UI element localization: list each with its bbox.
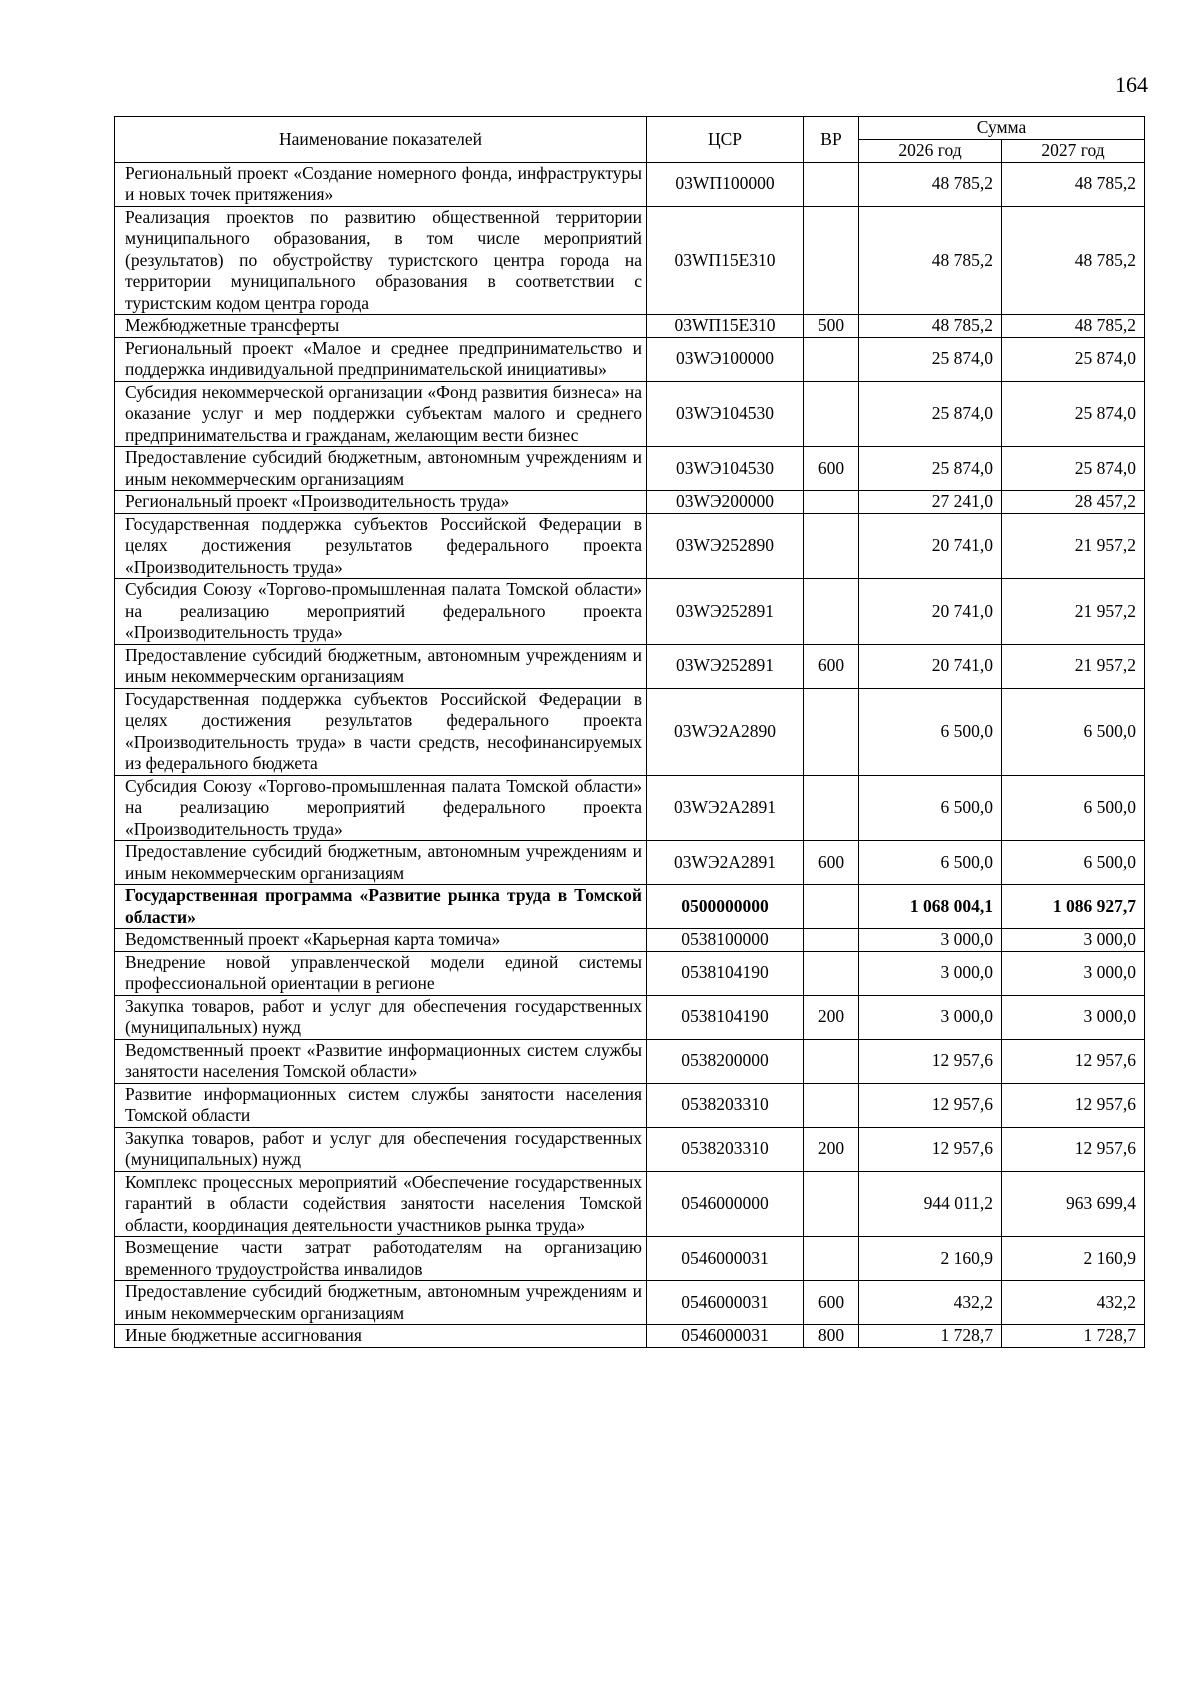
table-row — [115, 995, 1145, 1039]
row-amount-2026-cell: 48 785,2 — [859, 206, 1002, 315]
row-amount-2026-cell: 3 000,0 — [859, 995, 1002, 1039]
row-vr-cell: 800 — [804, 1325, 859, 1348]
row-vr-cell: 600 — [804, 447, 859, 491]
header-year-2026: 2026 год — [859, 140, 1002, 163]
table-row — [115, 1039, 1145, 1083]
row-vr-cell — [804, 951, 859, 995]
table-row — [115, 644, 1145, 688]
row-csr-cell: 0538203310 — [647, 1083, 804, 1127]
table-row — [115, 841, 1145, 885]
row-name-cell: Региональный проект «Создание номерного фонда, инфраструктуры и новых точек притяжения» — [115, 162, 647, 206]
table-row — [115, 929, 1145, 952]
table-row — [115, 315, 1145, 338]
row-amount-2027-cell: 3 000,0 — [1002, 929, 1145, 952]
row-amount-2026-cell: 432,2 — [859, 1281, 1002, 1325]
row-amount-2027-cell: 21 957,2 — [1002, 579, 1145, 645]
row-vr-cell — [804, 1083, 859, 1127]
row-amount-2026-cell: 12 957,6 — [859, 1083, 1002, 1127]
row-name-cell: Межбюджетные трансферты — [115, 315, 647, 338]
row-amount-2027-cell: 21 957,2 — [1002, 513, 1145, 579]
row-amount-2027-cell: 963 699,4 — [1002, 1171, 1145, 1237]
row-name-cell: Субсидия Союзу «Торгово-промышленная палата Томской области» на реализацию мероприятий федерального проекта «Производительность труда» — [115, 775, 647, 841]
row-amount-2026-cell: 48 785,2 — [859, 315, 1002, 338]
table-row — [115, 337, 1145, 381]
header-sum: Сумма — [859, 117, 1145, 140]
row-vr-cell — [804, 337, 859, 381]
row-csr-cell: 03WЭ104530 — [647, 447, 804, 491]
row-vr-cell: 500 — [804, 315, 859, 338]
table-row — [115, 951, 1145, 995]
row-amount-2027-cell: 25 874,0 — [1002, 337, 1145, 381]
row-vr-cell — [804, 1171, 859, 1237]
row-vr-cell: 200 — [804, 1127, 859, 1171]
row-amount-2026-cell: 25 874,0 — [859, 447, 1002, 491]
row-vr-cell — [804, 1237, 859, 1281]
row-csr-cell: 03WЭ2А2890 — [647, 688, 804, 775]
row-amount-2027-cell: 1 086 927,7 — [1002, 885, 1145, 929]
row-amount-2026-cell: 27 241,0 — [859, 491, 1002, 514]
row-amount-2027-cell: 12 957,6 — [1002, 1127, 1145, 1171]
row-amount-2026-cell: 6 500,0 — [859, 841, 1002, 885]
table-row — [115, 688, 1145, 775]
row-name-cell: Реализация проектов по развитию общественной территории муниципального образования, в том числе мероприятий (результатов) по обустройству туристского центра города на территории муниципального образования в соответствии с туристским кодом центра города — [115, 206, 647, 315]
row-amount-2026-cell: 6 500,0 — [859, 775, 1002, 841]
table-row — [115, 1237, 1145, 1281]
table-row — [115, 1083, 1145, 1127]
row-csr-cell: 0546000031 — [647, 1237, 804, 1281]
row-vr-cell — [804, 688, 859, 775]
table-body — [115, 162, 1145, 1347]
row-csr-cell: 03WЭ2А2891 — [647, 841, 804, 885]
row-csr-cell: 0538203310 — [647, 1127, 804, 1171]
row-vr-cell: 600 — [804, 841, 859, 885]
row-amount-2026-cell: 20 741,0 — [859, 644, 1002, 688]
row-amount-2026-cell: 944 011,2 — [859, 1171, 1002, 1237]
row-amount-2026-cell: 25 874,0 — [859, 381, 1002, 447]
row-amount-2027-cell: 21 957,2 — [1002, 644, 1145, 688]
row-amount-2026-cell: 25 874,0 — [859, 337, 1002, 381]
row-amount-2027-cell: 25 874,0 — [1002, 447, 1145, 491]
table-row — [115, 206, 1145, 315]
table-row — [115, 162, 1145, 206]
table-row — [115, 775, 1145, 841]
table-row — [115, 885, 1145, 929]
row-amount-2027-cell: 3 000,0 — [1002, 995, 1145, 1039]
table-row — [115, 579, 1145, 645]
row-name-cell: Внедрение новой управленческой модели единой системы профессиональной ориентации в регионе — [115, 951, 647, 995]
row-csr-cell: 03WЭ252891 — [647, 644, 804, 688]
row-name-cell: Предоставление субсидий бюджетным, автономным учреждениям и иным некоммерческим организациям — [115, 644, 647, 688]
row-name-cell: Предоставление субсидий бюджетным, автономным учреждениям и иным некоммерческим организациям — [115, 1281, 647, 1325]
row-name-cell: Государственная поддержка субъектов Российской Федерации в целях достижения результатов федерального проекта «Производительность труда» в части средств, несофинансируемых из федерального бюджета — [115, 688, 647, 775]
row-vr-cell — [804, 929, 859, 952]
row-vr-cell — [804, 162, 859, 206]
row-amount-2027-cell: 6 500,0 — [1002, 841, 1145, 885]
row-amount-2026-cell: 1 728,7 — [859, 1325, 1002, 1348]
row-amount-2027-cell: 6 500,0 — [1002, 775, 1145, 841]
page-number: 164 — [1115, 72, 1148, 97]
row-amount-2026-cell: 3 000,0 — [859, 929, 1002, 952]
row-name-cell: Закупка товаров, работ и услуг для обеспечения государственных (муниципальных) нужд — [115, 1127, 647, 1171]
row-csr-cell: 03WЭ2А2891 — [647, 775, 804, 841]
row-amount-2026-cell: 12 957,6 — [859, 1127, 1002, 1171]
row-csr-cell: 03WП100000 — [647, 162, 804, 206]
table-row — [115, 513, 1145, 579]
table-row — [115, 491, 1145, 514]
table-row — [115, 447, 1145, 491]
row-name-cell: Ведомственный проект «Карьерная карта томича» — [115, 929, 647, 952]
table-row — [115, 381, 1145, 447]
budget-table — [114, 116, 1145, 1348]
row-csr-cell: 0546000031 — [647, 1281, 804, 1325]
row-amount-2027-cell: 25 874,0 — [1002, 381, 1145, 447]
row-name-cell: Развитие информационных систем службы занятости населения Томской области — [115, 1083, 647, 1127]
table-row — [115, 1281, 1145, 1325]
row-amount-2026-cell: 6 500,0 — [859, 688, 1002, 775]
row-csr-cell: 0538200000 — [647, 1039, 804, 1083]
row-name-cell: Комплекс процессных мероприятий «Обеспечение государственных гарантий в области содействия занятости населения Томской области, координация деятельности участников рынка труда» — [115, 1171, 647, 1237]
row-csr-cell: 03WЭ100000 — [647, 337, 804, 381]
row-vr-cell — [804, 381, 859, 447]
row-amount-2026-cell: 1 068 004,1 — [859, 885, 1002, 929]
header-year-2027: 2027 год — [1002, 140, 1145, 163]
table-header — [115, 117, 1145, 163]
row-vr-cell — [804, 491, 859, 514]
row-name-cell: Ведомственный проект «Развитие информационных систем службы занятости населения Томской области» — [115, 1039, 647, 1083]
row-csr-cell: 03WЭ200000 — [647, 491, 804, 514]
row-amount-2027-cell: 28 457,2 — [1002, 491, 1145, 514]
row-amount-2026-cell: 20 741,0 — [859, 513, 1002, 579]
table-row — [115, 1171, 1145, 1237]
row-amount-2026-cell: 48 785,2 — [859, 162, 1002, 206]
row-name-cell: Иные бюджетные ассигнования — [115, 1325, 647, 1348]
header-vr: ВР — [804, 117, 859, 163]
row-csr-cell: 0538104190 — [647, 995, 804, 1039]
row-amount-2027-cell: 3 000,0 — [1002, 951, 1145, 995]
row-name-cell: Закупка товаров, работ и услуг для обеспечения государственных (муниципальных) нужд — [115, 995, 647, 1039]
row-amount-2027-cell: 12 957,6 — [1002, 1083, 1145, 1127]
row-name-cell: Предоставление субсидий бюджетным, автономным учреждениям и иным некоммерческим организациям — [115, 447, 647, 491]
row-amount-2026-cell: 3 000,0 — [859, 951, 1002, 995]
row-amount-2027-cell: 48 785,2 — [1002, 162, 1145, 206]
row-csr-cell: 0538100000 — [647, 929, 804, 952]
header-name: Наименование показателей — [115, 117, 647, 163]
row-csr-cell: 03WП15Е310 — [647, 206, 804, 315]
table-row — [115, 1325, 1145, 1348]
row-csr-cell: 03WЭ252891 — [647, 579, 804, 645]
row-name-cell: Субсидия некоммерческой организации «Фонд развития бизнеса» на оказание услуг и мер поддержки субъектам малого и среднего предпринимательства и гражданам, желающим вести бизнес — [115, 381, 647, 447]
row-vr-cell — [804, 513, 859, 579]
row-csr-cell: 03WП15Е310 — [647, 315, 804, 338]
row-csr-cell: 03WЭ104530 — [647, 381, 804, 447]
row-vr-cell: 200 — [804, 995, 859, 1039]
row-amount-2027-cell: 12 957,6 — [1002, 1039, 1145, 1083]
row-name-cell: Государственная поддержка субъектов Российской Федерации в целях достижения результатов федерального проекта «Производительность труда» — [115, 513, 647, 579]
row-vr-cell: 600 — [804, 644, 859, 688]
row-csr-cell: 0546000031 — [647, 1325, 804, 1348]
row-amount-2027-cell: 2 160,9 — [1002, 1237, 1145, 1281]
row-amount-2027-cell: 432,2 — [1002, 1281, 1145, 1325]
row-csr-cell: 0538104190 — [647, 951, 804, 995]
table-row — [115, 1127, 1145, 1171]
row-vr-cell — [804, 1039, 859, 1083]
row-csr-cell: 0500000000 — [647, 885, 804, 929]
row-amount-2027-cell: 1 728,7 — [1002, 1325, 1145, 1348]
row-name-cell: Субсидия Союзу «Торгово-промышленная палата Томской области» на реализацию мероприятий федерального проекта «Производительность труда» — [115, 579, 647, 645]
row-amount-2027-cell: 48 785,2 — [1002, 315, 1145, 338]
row-amount-2026-cell: 12 957,6 — [859, 1039, 1002, 1083]
header-csr: ЦСР — [647, 117, 804, 163]
row-vr-cell: 600 — [804, 1281, 859, 1325]
row-amount-2026-cell: 2 160,9 — [859, 1237, 1002, 1281]
row-name-cell: Региональный проект «Производительность труда» — [115, 491, 647, 514]
row-name-cell: Возмещение части затрат работодателям на организацию временного трудоустройства инвалидов — [115, 1237, 647, 1281]
row-vr-cell — [804, 775, 859, 841]
row-vr-cell — [804, 206, 859, 315]
row-name-cell: Государственная программа «Развитие рынка труда в Томской области» — [115, 885, 647, 929]
row-amount-2027-cell: 48 785,2 — [1002, 206, 1145, 315]
row-vr-cell — [804, 579, 859, 645]
row-vr-cell — [804, 885, 859, 929]
row-name-cell: Региональный проект «Малое и среднее предпринимательство и поддержка индивидуальной предпринимательской инициативы» — [115, 337, 647, 381]
row-csr-cell: 03WЭ252890 — [647, 513, 804, 579]
row-amount-2026-cell: 20 741,0 — [859, 579, 1002, 645]
row-csr-cell: 0546000000 — [647, 1171, 804, 1237]
row-amount-2027-cell: 6 500,0 — [1002, 688, 1145, 775]
row-name-cell: Предоставление субсидий бюджетным, автономным учреждениям и иным некоммерческим организациям — [115, 841, 647, 885]
